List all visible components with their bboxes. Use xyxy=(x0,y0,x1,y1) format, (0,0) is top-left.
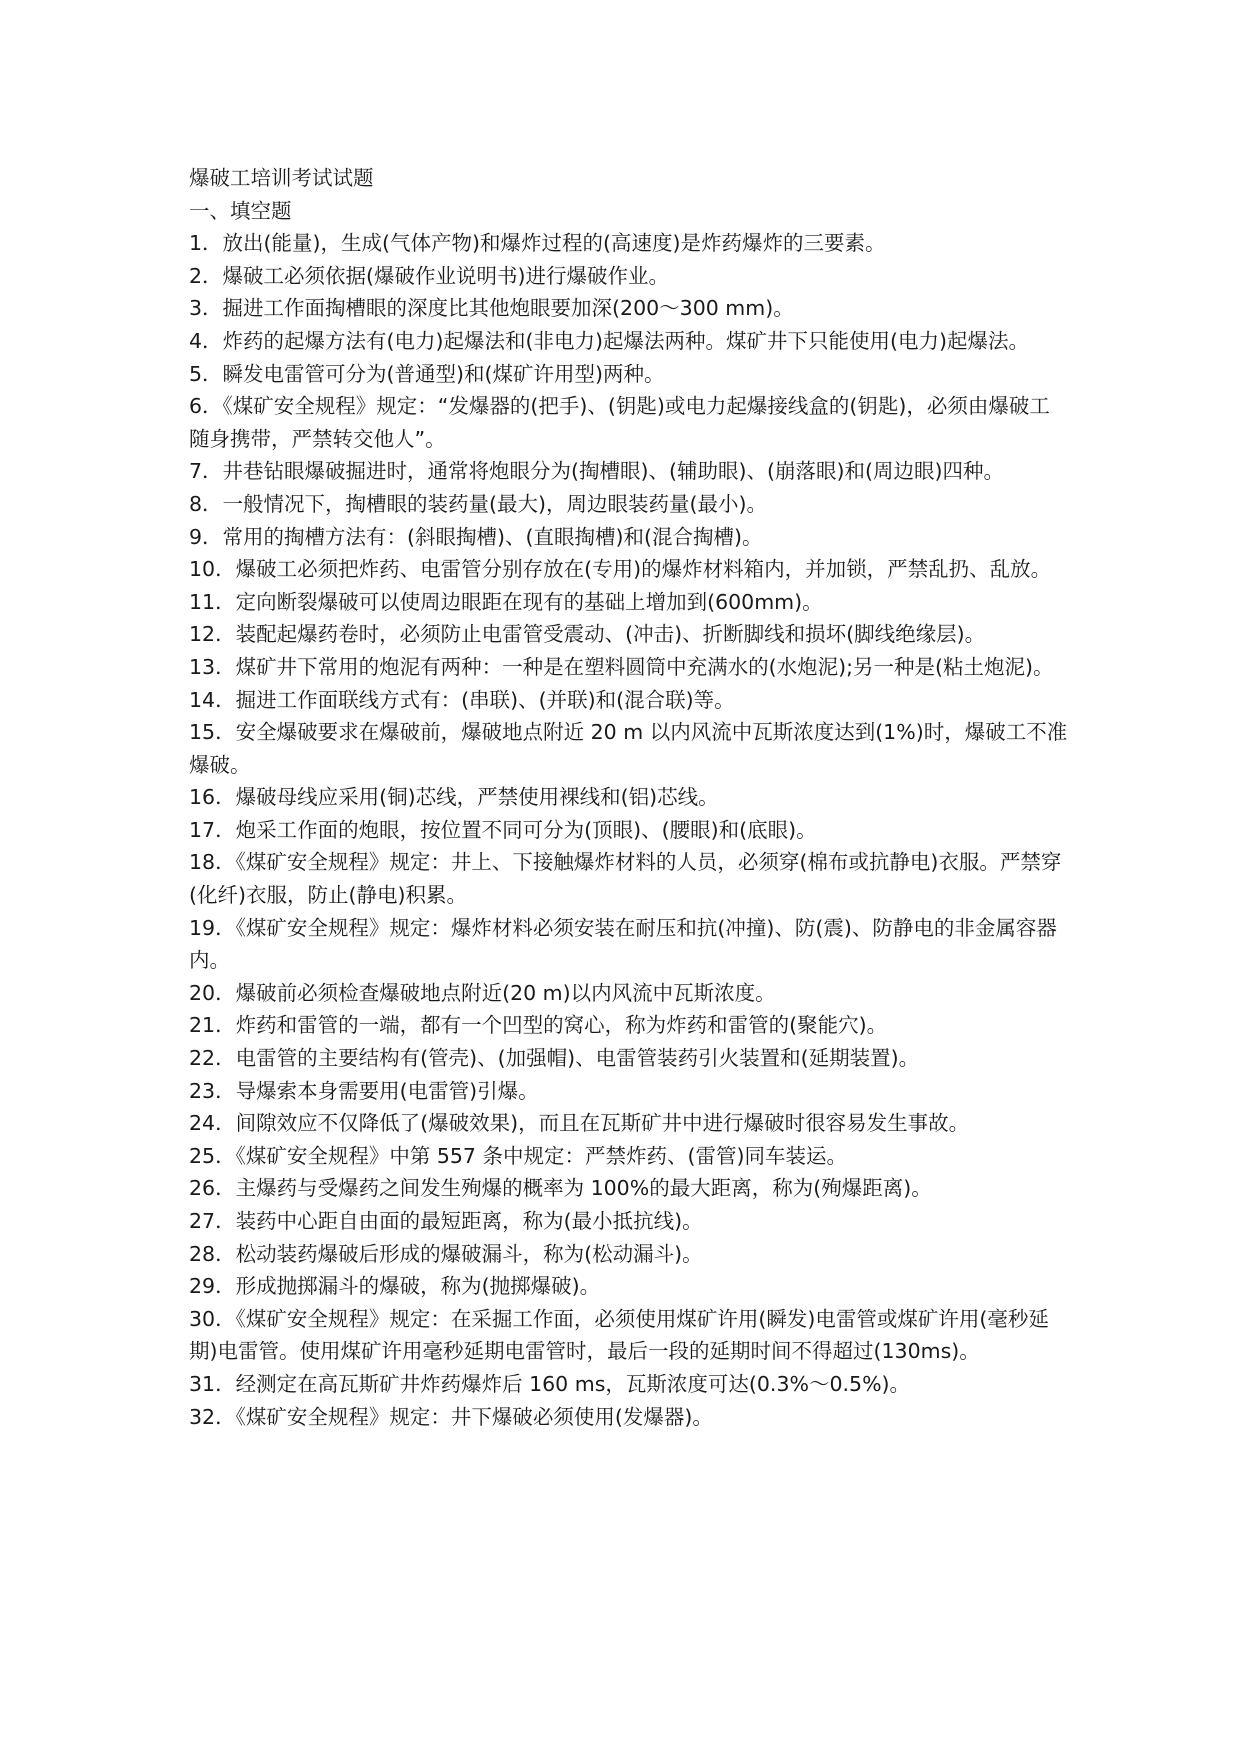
document-title: 爆破工培训考试试题 xyxy=(189,166,374,190)
question-item: 20．爆破前必须检查爆破地点附近(20 m)以内风流中瓦斯浓度。 xyxy=(189,980,776,1005)
question-item: 23．导爆索本身需要用(电雷管)引爆。 xyxy=(189,1078,539,1103)
question-item: 8．一般情况下，掏槽眼的装药量(最大)，周边眼装药量(最小)。 xyxy=(189,491,768,516)
question-item: 26．主爆药与受爆药之间发生殉爆的概率为 100%的最大距离，称为(殉爆距离)。 xyxy=(189,1176,932,1201)
question-list xyxy=(189,227,1069,1433)
question-item: 12．装配起爆药卷时，必须防止电雷管受震动、(冲击)、折断脚线和损坏(脚线绝缘层)。 xyxy=(189,622,986,647)
question-item: 13．煤矿井下常用的炮泥有两种：一种是在塑料圆筒中充满水的(水炮泥);另一种是(粘土炮泥)。 xyxy=(189,654,1054,679)
question-item: 14．掘进工作面联线方式有：(串联)、(并联)和(混合联)等。 xyxy=(189,687,735,712)
question-item: 7．井巷钻眼爆破掘进时，通常将炮眼分为(掏槽眼)、(辅助眼)、(崩落眼)和(周边眼)四种。 xyxy=(189,459,1005,484)
question-item: 16．爆破母线应采用(铜)芯线，严禁使用裸线和(铝)芯线。 xyxy=(189,785,719,810)
question-item: 22．电雷管的主要结构有(管壳)、(加强帽)、电雷管装药引火装置和(延期装置)。 xyxy=(189,1046,920,1071)
question-item: 10．爆破工必须把炸药、电雷管分别存放在(专用)的爆炸材料箱内，并加锁，严禁乱扔、乱放。 xyxy=(189,557,1052,582)
document-page xyxy=(189,162,1069,1433)
question-item: 30．《煤矿安全规程》规定：在采掘工作面，必须使用煤矿许用(瞬发)电雷管或煤矿许用(毫秒延期)电雷管。使用煤矿许用毫秒延期电雷管时，最后一段的延期时间不得超过(130ms)。 xyxy=(189,1306,1049,1364)
question-item: 32．《煤矿安全规程》规定：井下爆破必须使用(发爆器)。 xyxy=(189,1404,713,1429)
question-item: 29．形成抛掷漏斗的爆破，称为(抛掷爆破)。 xyxy=(189,1274,601,1299)
question-item: 31．经测定在高瓦斯矿井炸药爆炸后 160 ms，瓦斯浓度可达(0.3%～0.5%)。 xyxy=(189,1371,911,1396)
question-item: 25．《煤矿安全规程》中第 557 条中规定：严禁炸药、(雷管)同车装运。 xyxy=(189,1143,847,1168)
question-item: 15．安全爆破要求在爆破前，爆破地点附近 20 m 以内风流中瓦斯浓度达到(1%)时，爆破工不准爆破。 xyxy=(189,720,1068,777)
question-item: 24．间隙效应不仅降低了(爆破效果)，而且在瓦斯矿井中进行爆破时很容易发生事故。 xyxy=(189,1111,970,1136)
question-item: 28．松动装药爆破后形成的爆破漏斗，称为(松动漏斗)。 xyxy=(189,1241,703,1266)
section-heading: 一、填空题 xyxy=(189,198,292,223)
question-item: 27．装药中心距自由面的最短距离，称为(最小抵抗线)。 xyxy=(189,1209,703,1233)
question-item: 18．《煤矿安全规程》规定：井上、下接触爆炸材料的人员，必须穿(棉布或抗静电)衣服。严禁穿(化纤)衣服，防止(静电)积累。 xyxy=(189,850,1062,908)
question-item: 5．瞬发电雷管可分为(普通型)和(煤矿许用型)两种。 xyxy=(189,361,665,386)
question-item: 9．常用的掏槽方法有：(斜眼掏槽)、(直眼掏槽)和(混合掏槽)。 xyxy=(189,524,763,549)
question-item: 6．《煤矿安全规程》规定：“发爆器的(把手)、(钥匙)或电力起爆接线盒的(钥匙)，必须由爆破工随身携带，严禁转交他人”。 xyxy=(189,394,1050,451)
question-item: 1．放出(能量)，生成(气体产物)和爆炸过程的(高速度)是炸药爆炸的三要素。 xyxy=(189,231,886,256)
question-item: 19．《煤矿安全规程》规定：爆炸材料必须安装在耐压和抗(冲撞)、防(震)、防静电的非金属容器内。 xyxy=(189,915,1057,973)
question-item: 3．掘进工作面掏槽眼的深度比其他炮眼要加深(200～300 mm)。 xyxy=(189,296,794,321)
question-item: 2．爆破工必须依据(爆破作业说明书)进行爆破作业。 xyxy=(189,263,670,288)
question-item: 11．定向断裂爆破可以使周边眼距在现有的基础上增加到(600mm)。 xyxy=(189,589,823,614)
question-item: 21．炸药和雷管的一端，都有一个凹型的窝心，称为炸药和雷管的(聚能穴)。 xyxy=(189,1013,888,1038)
question-item: 17．炮采工作面的炮眼，按位置不同可分为(顶眼)、(腰眼)和(底眼)。 xyxy=(189,817,817,842)
question-item: 4．炸药的起爆方法有(电力)起爆法和(非电力)起爆法两种。煤矿井下只能使用(电力)起爆法。 xyxy=(189,328,1030,353)
